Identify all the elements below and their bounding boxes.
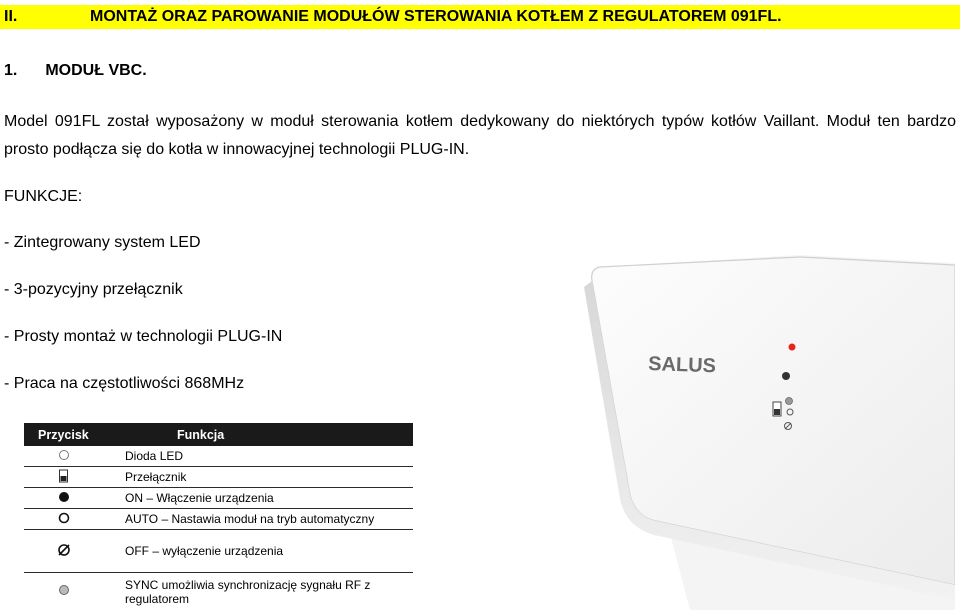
row-label: Dioda LED — [103, 446, 413, 467]
filled-circle-icon — [58, 491, 70, 503]
subsection-heading — [4, 62, 147, 80]
table-row — [24, 467, 413, 488]
open-circle-icon — [58, 512, 70, 524]
sync-button[interactable] — [786, 398, 793, 405]
table-row — [24, 488, 413, 509]
vbc-module-device — [570, 255, 955, 610]
led-indicator — [789, 344, 796, 351]
function-item: - Zintegrowany system LED — [4, 234, 201, 251]
subsection-number: 1. — [4, 62, 18, 79]
table-row — [24, 509, 413, 530]
row-label: SYNC umożliwia synchronizację sygnału RF z regulatorem — [125, 577, 371, 606]
functions-heading: FUNKCJE: — [4, 188, 83, 205]
button-function-table — [24, 423, 413, 610]
on-indicator — [782, 372, 790, 380]
salus-logo — [648, 353, 717, 377]
table-row — [24, 573, 413, 611]
table-row — [24, 530, 413, 573]
row-label: OFF – wyłączenie urządzenia — [103, 530, 413, 573]
off-symbol-icon — [57, 543, 71, 557]
svg-text:SALUS: SALUS — [647, 353, 717, 378]
led-circle-icon — [58, 449, 70, 461]
switch-icon — [58, 469, 70, 483]
section-number: II. — [4, 8, 18, 25]
function-item: - Prosty montaż w technologii PLUG-IN — [4, 328, 283, 345]
function-item: - Praca na częstotliwości 868MHz — [4, 375, 245, 392]
row-label: Przełącznik — [103, 467, 413, 488]
table-header-row — [24, 423, 413, 446]
row-label: AUTO – Nastawia moduł na tryb automatyczny — [103, 509, 413, 530]
sync-button-icon — [58, 584, 70, 596]
subsection-title: MODUŁ VBC. — [45, 62, 147, 79]
header-button: Przycisk — [24, 423, 103, 446]
intro-paragraph: Model 091FL został wyposażony w moduł sterowania kotłem dedykowany do niektórych typów kotłów Vaillant. Moduł ten bardzo prosto podłącza się do kotła w innowacyjnej technologii PLUG-IN. — [4, 113, 956, 158]
function-item: - 3-pozycyjny przełącznik — [4, 281, 183, 298]
section-title: MONTAŻ ORAZ PAROWANIE MODUŁÓW STEROWANIA KOTŁEM Z REGULATOREM 091FL. — [90, 8, 782, 25]
table-row — [24, 446, 413, 467]
row-label: ON – Włączenie urządzenia — [103, 488, 413, 509]
section-heading — [0, 5, 960, 29]
header-function: Funkcja — [103, 423, 413, 446]
